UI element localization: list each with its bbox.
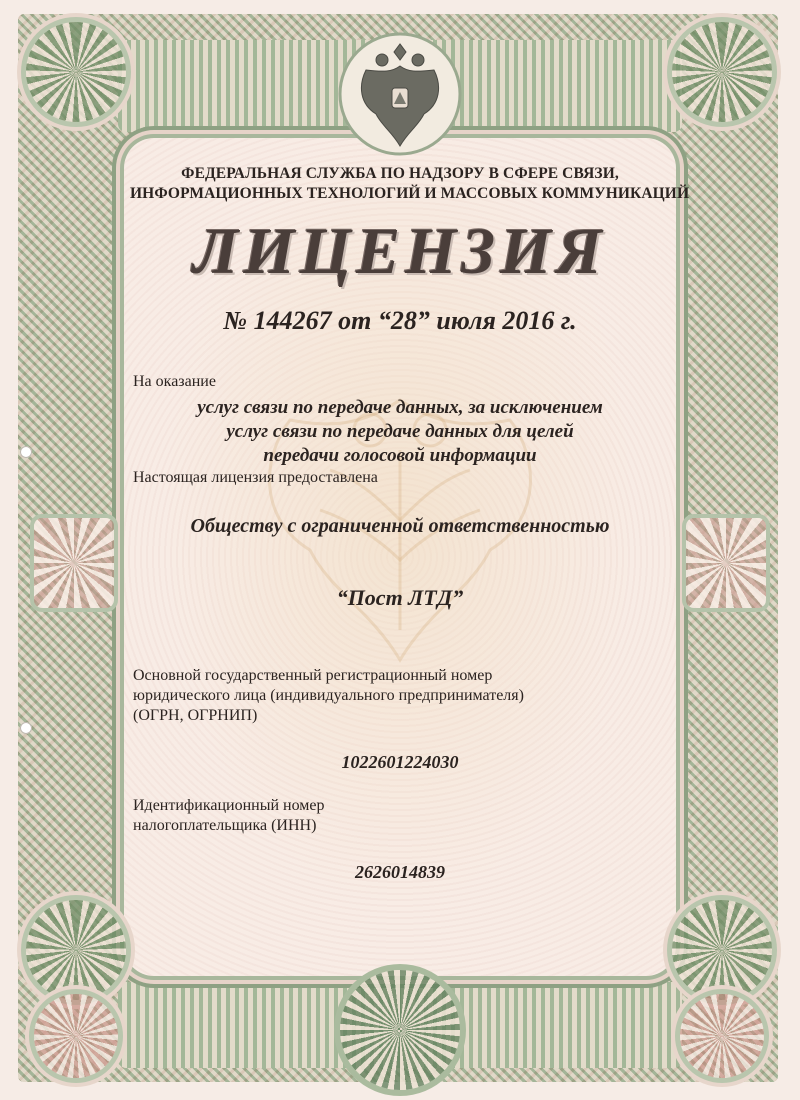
ogrn-label-line-2: юридического лица (индивидуального предпринимателя) xyxy=(133,687,524,704)
issuing-agency xyxy=(130,164,690,204)
license-number: № 144267 от “28” июля 2016 г. xyxy=(223,306,577,335)
service-description xyxy=(130,396,670,468)
agency-line-1: ФЕДЕРАЛЬНАЯ СЛУЖБА ПО НАДЗОРУ В СФЕРЕ СВЯЗИ, xyxy=(181,165,619,182)
grantee-label: Настоящая лицензия предоставлена xyxy=(133,469,378,486)
grantee-form: Обществу с ограниченной ответственностью xyxy=(190,515,610,537)
ogrn-label-line-3: (ОГРН, ОГРНИП) xyxy=(133,707,258,724)
ogrn-label-line-1: Основной государственный регистрационный номер xyxy=(133,667,493,684)
service-line-1: услуг связи по передаче данных, за исключением xyxy=(197,397,603,418)
agency-line-2: ИНФОРМАЦИОННЫХ ТЕХНОЛОГИЙ И МАССОВЫХ КОММУНИКАЦИЙ xyxy=(130,185,690,202)
service-line-3: передачи голосовой информации xyxy=(263,445,537,466)
grantee-name: “Пост ЛТД” xyxy=(336,585,464,610)
service-label: На оказание xyxy=(133,373,216,390)
service-line-2: услуг связи по передаче данных для целей xyxy=(226,421,574,442)
document-title: ЛИЦЕНЗИЯ xyxy=(193,215,607,288)
inn-value: 2626014839 xyxy=(355,862,445,882)
ogrn-value: 1022601224030 xyxy=(341,752,459,772)
inn-label-line-1: Идентификационный номер xyxy=(133,797,325,814)
inn-label-line-2: налогоплательщика (ИНН) xyxy=(133,817,317,834)
